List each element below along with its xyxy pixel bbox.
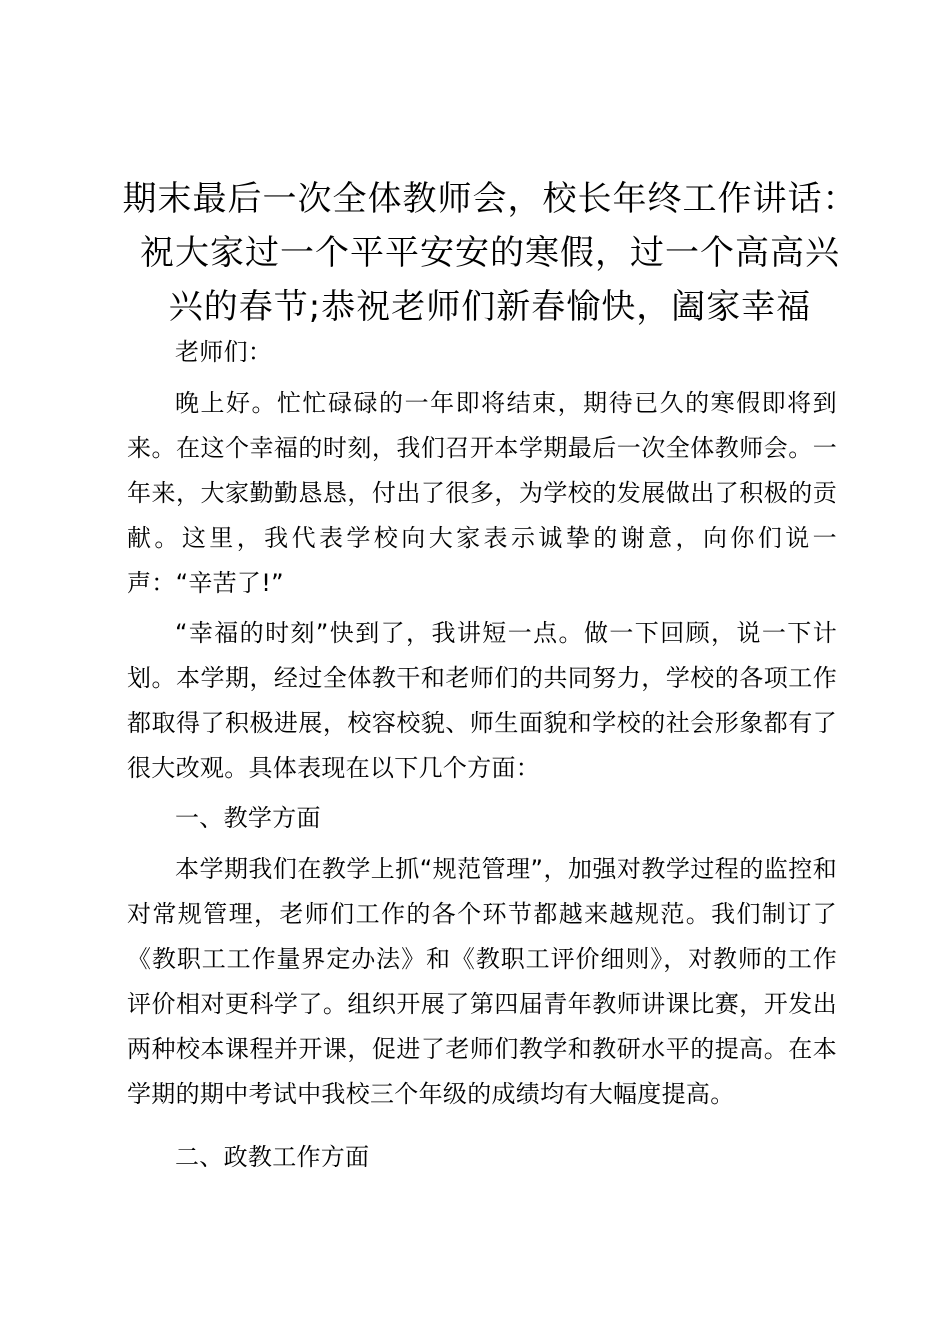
paragraph-overview: “幸福的时刻”快到了，我讲短一点。做一下回顾，说一下计划。本学期，经过全体教干和老师们的共同努力，学校的各项工作都取得了积极进展，校容校貌、师生面貌和学校的社会形象都有了很大改观。具体表现在以下几个方面： <box>127 619 837 782</box>
section-heading-teaching: 一、教学方面 <box>175 804 321 832</box>
title-line-3: 兴的春节;恭祝老师们新春愉快，阖家幸福 <box>168 287 812 327</box>
section-heading-political-education: 二、政教工作方面 <box>175 1143 370 1171</box>
title-line-2: 祝大家过一个平平安安的寒假，过一个高高兴 <box>140 233 840 273</box>
salutation: 老师们： <box>175 338 273 366</box>
document-body <box>127 330 837 1186</box>
title-line-1: 期末最后一次全体教师会，校长年终工作讲话： <box>122 179 858 219</box>
document-title <box>110 172 870 334</box>
paragraph-greeting: 晚上好。忙忙碌碌的一年即将结束，期待已久的寒假即将到来。在这个幸福的时刻，我们召开本学期最后一次全体教师会。一年来，大家勤勤恳恳，付出了很多，为学校的发展做出了积极的贡献。这里，我代表学校向大家表示诚挚的谢意，向你们说一声：“辛苦了!” <box>127 389 837 597</box>
paragraph-teaching: 本学期我们在教学上抓“规范管理”，加强对教学过程的监控和对常规管理，老师们工作的各个环节都越来越规范。我们制订了《教职工工作量界定办法》和《教职工评价细则》，对教师的工作评价相对更科学了。组织开展了第四届青年教师讲课比赛，开发出两种校本课程并开课，促进了老师们教学和教研水平的提高。在本学期的期中考试中我校三个年级的成绩均有大幅度提高。 <box>127 855 837 1108</box>
